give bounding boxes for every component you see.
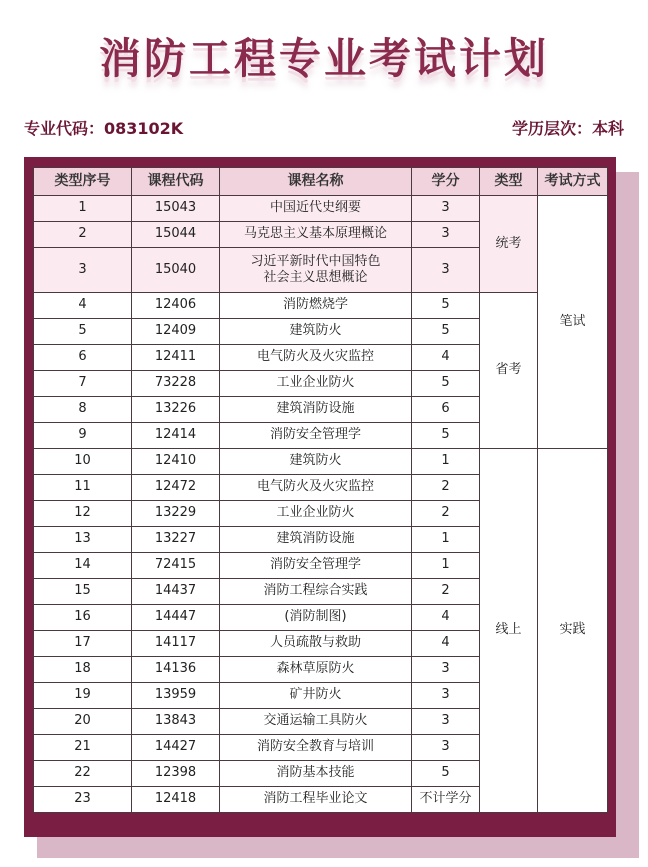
- cell-code: 14117: [132, 631, 220, 657]
- cell-name: 马克思主义基本原理概论: [220, 222, 412, 248]
- page-title: 消防工程专业考试计划: [98, 34, 549, 83]
- table-row: [34, 196, 608, 222]
- cell-no: 21: [34, 735, 132, 761]
- cell-code: 13959: [132, 683, 220, 709]
- cell-code: 15044: [132, 222, 220, 248]
- cell-credit: 3: [412, 683, 480, 709]
- header-name: 课程名称: [220, 168, 412, 196]
- table-header-row: [34, 168, 608, 196]
- cell-name: 建筑消防设施: [220, 527, 412, 553]
- cell-code: 12409: [132, 319, 220, 345]
- cell-code: 13227: [132, 527, 220, 553]
- cell-name: 消防安全教育与培训: [220, 735, 412, 761]
- cell-code: 12411: [132, 345, 220, 371]
- cell-no: 22: [34, 761, 132, 787]
- cell-no: 23: [34, 787, 132, 813]
- major-code: 专业代码：083102K: [24, 119, 184, 138]
- cell-code: 14136: [132, 657, 220, 683]
- cell-credit: 3: [412, 222, 480, 248]
- cell-credit: 5: [412, 293, 480, 319]
- cell-name: 交通运输工具防火: [220, 709, 412, 735]
- cell-no: 15: [34, 579, 132, 605]
- cell-no: 19: [34, 683, 132, 709]
- cell-no: 17: [34, 631, 132, 657]
- header-no: 类型序号: [34, 168, 132, 196]
- cell-name: 消防工程综合实践: [220, 579, 412, 605]
- cell-credit: 1: [412, 553, 480, 579]
- header-exam: 考试方式: [538, 168, 608, 196]
- exam-written: 笔试: [538, 196, 608, 449]
- cell-name: 消防安全管理学: [220, 553, 412, 579]
- cell-name: 矿井防火: [220, 683, 412, 709]
- education-level: 学历层次：本科: [511, 119, 624, 138]
- cell-code: 13843: [132, 709, 220, 735]
- cell-no: 1: [34, 196, 132, 222]
- cell-no: 6: [34, 345, 132, 371]
- cell-code: 14437: [132, 579, 220, 605]
- exam-practice: 实践: [538, 449, 608, 813]
- cell-credit: 1: [412, 527, 480, 553]
- cell-code: 14427: [132, 735, 220, 761]
- cell-code: 73228: [132, 371, 220, 397]
- cell-code: 12414: [132, 423, 220, 449]
- cell-no: 2: [34, 222, 132, 248]
- table-frame: [24, 157, 616, 837]
- header-type: 类型: [480, 168, 538, 196]
- cell-name: 消防燃烧学: [220, 293, 412, 319]
- cell-code: 12410: [132, 449, 220, 475]
- cell-no: 14: [34, 553, 132, 579]
- cell-no: 10: [34, 449, 132, 475]
- cell-name: 电气防火及火灾监控: [220, 345, 412, 371]
- cell-no: 16: [34, 605, 132, 631]
- cell-credit: 不计学分: [412, 787, 480, 813]
- cell-code: 13226: [132, 397, 220, 423]
- cell-code: 15043: [132, 196, 220, 222]
- cell-no: 12: [34, 501, 132, 527]
- cell-credit: 4: [412, 345, 480, 371]
- cell-code: 15040: [132, 248, 220, 293]
- cell-credit: 2: [412, 501, 480, 527]
- cell-credit: 5: [412, 319, 480, 345]
- cell-no: 8: [34, 397, 132, 423]
- cell-no: 11: [34, 475, 132, 501]
- cell-code: 12418: [132, 787, 220, 813]
- cell-name: 工业企业防火: [220, 501, 412, 527]
- cell-credit: 2: [412, 475, 480, 501]
- cell-name: 建筑防火: [220, 319, 412, 345]
- cell-credit: 3: [412, 196, 480, 222]
- cell-name: (消防制图): [220, 605, 412, 631]
- cell-no: 13: [34, 527, 132, 553]
- cell-credit: 3: [412, 735, 480, 761]
- cell-name: 中国近代史纲要: [220, 196, 412, 222]
- table-row: [34, 293, 608, 319]
- cell-credit: 5: [412, 371, 480, 397]
- header-code: 课程代码: [132, 168, 220, 196]
- cell-code: 12398: [132, 761, 220, 787]
- type-national: 统考: [480, 196, 538, 293]
- cell-no: 9: [34, 423, 132, 449]
- cell-name: 电气防火及火灾监控: [220, 475, 412, 501]
- cell-credit: 4: [412, 631, 480, 657]
- cell-name: 人员疏散与救助: [220, 631, 412, 657]
- cell-credit: 5: [412, 761, 480, 787]
- cell-credit: 2: [412, 579, 480, 605]
- cell-name: 森林草原防火: [220, 657, 412, 683]
- cell-name: 消防工程毕业论文: [220, 787, 412, 813]
- cell-credit: 4: [412, 605, 480, 631]
- type-provincial: 省考: [480, 293, 538, 449]
- cell-name: 消防基本技能: [220, 761, 412, 787]
- cell-name: 建筑消防设施: [220, 397, 412, 423]
- cell-credit: 3: [412, 709, 480, 735]
- type-online: 线上: [480, 449, 538, 813]
- cell-no: 20: [34, 709, 132, 735]
- cell-name: 消防安全管理学: [220, 423, 412, 449]
- cell-credit: 6: [412, 397, 480, 423]
- table-row: [34, 449, 608, 475]
- cell-code: 14447: [132, 605, 220, 631]
- header-credit: 学分: [412, 168, 480, 196]
- cell-no: 18: [34, 657, 132, 683]
- cell-credit: 3: [412, 248, 480, 293]
- cell-name: 建筑防火: [220, 449, 412, 475]
- cell-no: 4: [34, 293, 132, 319]
- cell-credit: 5: [412, 423, 480, 449]
- cell-name: 习近平新时代中国特色 社会主义思想概论: [220, 248, 412, 293]
- cell-no: 3: [34, 248, 132, 293]
- cell-code: 72415: [132, 553, 220, 579]
- cell-code: 12406: [132, 293, 220, 319]
- cell-code: 12472: [132, 475, 220, 501]
- cell-code: 13229: [132, 501, 220, 527]
- cell-credit: 3: [412, 657, 480, 683]
- cell-credit: 1: [412, 449, 480, 475]
- cell-no: 5: [34, 319, 132, 345]
- cell-no: 7: [34, 371, 132, 397]
- cell-name: 工业企业防火: [220, 371, 412, 397]
- exam-plan-table: [33, 167, 608, 813]
